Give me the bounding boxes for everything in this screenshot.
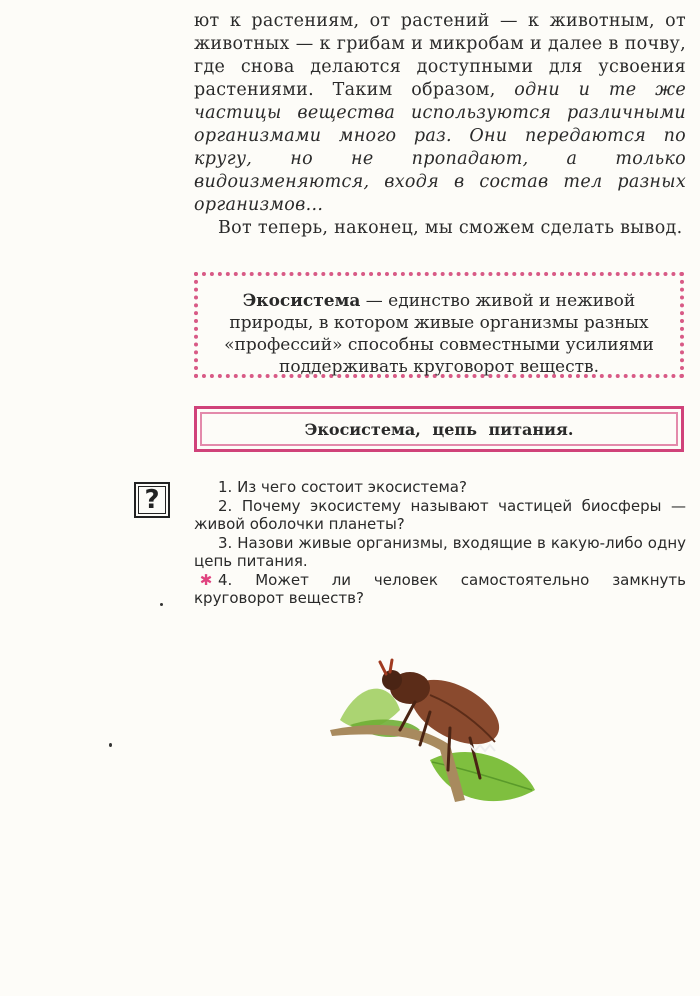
beetle-antenna: [380, 660, 392, 674]
question-mark-icon: ?: [134, 482, 170, 518]
print-speck: [160, 603, 163, 606]
paragraph-1: [194, 10, 686, 217]
question-item: [194, 571, 686, 608]
questions-list: [194, 478, 686, 608]
paragraph-1-plain: ют к растениям, от растений — к животным, от животных — к грибам и микробам и далее в почву, где снова делаются доступными для усвоения растениями. Таким образом,: [194, 11, 686, 100]
question-item: 2. Почему экосистему называют частицей биосферы — живой оболочки планеты?: [194, 496, 686, 533]
question-item: 3. Назови живые организмы, входящие в какую-либо одну цепь питания.: [194, 533, 686, 570]
paragraph-2: Вот теперь, наконец, мы сможем сделать вывод.: [218, 218, 683, 238]
beetle-abdomen: [470, 745, 495, 751]
definition-term: Экосистема: [242, 291, 361, 311]
question-item: 1. Из чего состоит экосистема?: [218, 478, 467, 496]
print-speck: [109, 743, 112, 747]
keywords-text: Экосистема, цепь питания.: [304, 419, 574, 439]
paragraph-1-italic: одни и те же частицы вещества используются различными организмами много раз. Они передаются по кругу, но не пропадают, а только видоизменяются, входя в состав тел разных организмов...: [194, 80, 686, 215]
definition-text: — единство живой и неживой природы, в котором живые организмы разных «профессий» способны совместными усилиями поддерживать круговорот веществ.: [224, 291, 654, 377]
beetle-illustration: [320, 650, 560, 820]
definition-box: [194, 272, 684, 378]
keywords-box: [194, 406, 684, 452]
question-4-text: 4. Может ли человек самостоятельно замкнуть круговорот веществ?: [194, 570, 686, 607]
star-icon: ✱: [199, 570, 213, 589]
main-text: [194, 10, 686, 240]
